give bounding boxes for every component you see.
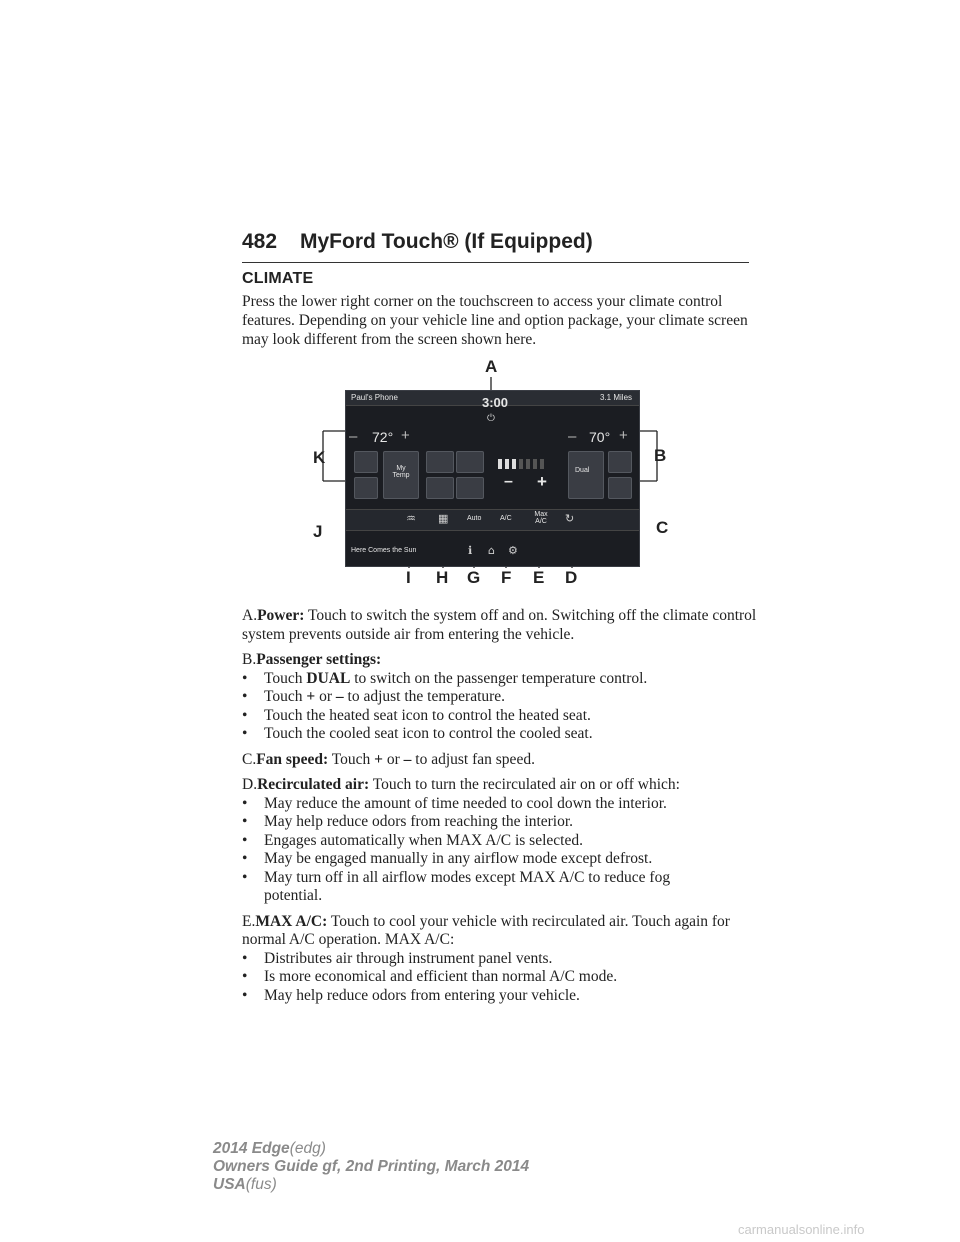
airflow-panel-button[interactable] <box>426 451 454 473</box>
airflow-floor-defrost-button[interactable] <box>456 477 484 499</box>
page-header <box>242 230 749 263</box>
bullet-item: • Is more economical and efficient than normal A/C mode. <box>242 968 618 985</box>
driver-cooled-seat-button[interactable] <box>354 477 378 499</box>
item-text: Touch to switch the system off and on. Switching off the climate control system prevents outside air from entering the vehicle. <box>242 607 757 643</box>
footer-market: USA <box>213 1176 246 1193</box>
item-label: Power: <box>257 607 305 624</box>
passenger-temp-minus[interactable]: – <box>568 428 577 445</box>
intro-paragraph: Press the lower right corner on the touchscreen to access your climate control features. Depending on your vehicle line and option package, your climate screen may look different from the screen shown here. <box>242 293 748 348</box>
dual-button[interactable] <box>568 451 604 499</box>
fan-speed-bar <box>498 459 568 467</box>
climate-control-row <box>346 509 639 531</box>
passenger-cooled-seat-button[interactable] <box>608 477 632 499</box>
driver-temp-plus[interactable]: + <box>401 427 410 444</box>
item-letter: B. <box>242 651 257 668</box>
airflow-panel-floor-button[interactable] <box>456 451 484 473</box>
dual-label: Dual <box>575 467 590 474</box>
passenger-temp: 70° <box>589 429 611 445</box>
item-label: Passenger settings: <box>256 651 382 668</box>
footer-model: 2014 Edge <box>213 1140 290 1157</box>
driver-heated-seat-button[interactable] <box>354 451 378 473</box>
bullet-item: • Touch + or – to adjust the temperature. <box>242 688 506 705</box>
bullet-item: • Engages automatically when MAX A/C is selected. <box>242 831 583 849</box>
rear-defrost-icon[interactable]: ▦ <box>438 512 449 525</box>
clock: 3:00 <box>482 395 509 410</box>
item-c: C.Fan speed: Touch + or – to adjust fan speed. <box>242 750 535 768</box>
footer-model-code: (edg) <box>289 1140 326 1157</box>
item-letter: A. <box>242 607 258 624</box>
item-list <box>242 607 762 1005</box>
bullet-item: • Distributes air through instrument panel vents. <box>242 949 553 967</box>
bullet-item: • May help reduce odors from reaching the interior. <box>242 813 574 830</box>
bullet-item: • Touch the heated seat icon to control the heated seat. <box>242 706 591 724</box>
bullet-item: • Touch the cooled seat icon to control the cooled seat. <box>242 725 593 742</box>
settings-icon[interactable]: ⚙ <box>508 544 518 557</box>
fan-speed-plus[interactable]: + <box>537 472 547 491</box>
callout-d: D <box>565 568 578 587</box>
now-playing: Here Comes the Sun <box>351 547 417 554</box>
bullet-item: • May turn off in all airflow modes except MAX A/C to reduce fog potential. <box>242 868 671 904</box>
climate-screen-diagram <box>305 355 675 600</box>
airflow-floor-button[interactable] <box>426 477 454 499</box>
fan-speed-minus[interactable]: – <box>504 473 513 490</box>
footer-printing: Owners Guide gf, 2nd Printing, March 2014 <box>213 1158 530 1175</box>
footer <box>213 1140 529 1194</box>
watermark: carmanualsonline.info <box>738 1222 865 1237</box>
auto-button[interactable]: Auto <box>467 515 482 522</box>
callout-h: H <box>436 568 449 587</box>
bullet-item: • May be engaged manually in any airflow mode except defrost. <box>242 850 653 867</box>
bullet-item: • May reduce the amount of time needed to cool down the interior. <box>242 794 667 812</box>
callout-f: F <box>501 568 512 587</box>
power-icon[interactable]: ⏻ <box>487 413 495 424</box>
page-title: MyFord Touch® (If Equipped) <box>300 230 593 253</box>
max-defrost-icon[interactable]: ♒ <box>406 512 416 525</box>
max-ac-button[interactable]: Max A/C <box>534 511 548 525</box>
home-icon[interactable]: ⌂ <box>488 544 495 557</box>
ac-button[interactable]: A/C <box>500 515 512 522</box>
item-e: E.MAX A/C: Touch to cool your vehicle with recirculated air. Touch again for normal A/C operation. MAX A/C: <box>242 912 730 948</box>
section-title: CLIMATE <box>242 270 314 287</box>
item-d: D.Recirculated air: Touch to turn the recirculated air on or off which: <box>242 776 680 793</box>
phone-name: Paul's Phone <box>351 393 398 402</box>
info-icon[interactable]: ℹ <box>468 544 473 557</box>
passenger-temp-plus[interactable]: + <box>619 427 628 444</box>
passenger-heated-seat-button[interactable] <box>608 451 632 473</box>
my-temp-label: My Temp <box>392 465 410 479</box>
item-b <box>242 651 762 670</box>
callout-b: B <box>654 446 667 465</box>
callout-j: J <box>313 522 323 541</box>
distance: 3.1 Miles <box>600 393 633 402</box>
callout-a: A <box>485 357 498 376</box>
callout-k: K <box>313 448 326 467</box>
callout-g: G <box>467 568 481 587</box>
touchscreen <box>345 390 640 567</box>
callout-c: C <box>656 518 669 537</box>
recirculation-icon[interactable]: ↻ <box>565 512 575 525</box>
item-a <box>242 607 762 644</box>
page-number: 482 <box>242 230 278 253</box>
bullet-item: • May help reduce odors from entering your vehicle. <box>242 986 580 1004</box>
driver-temp: 72° <box>372 429 394 445</box>
bullet-item: • Touch DUAL to switch on the passenger temperature control. <box>242 669 648 687</box>
callout-e: E <box>533 568 545 587</box>
footer-market-code: (fus) <box>245 1176 277 1193</box>
callout-i: I <box>406 568 411 587</box>
driver-temp-minus[interactable]: – <box>349 428 358 445</box>
